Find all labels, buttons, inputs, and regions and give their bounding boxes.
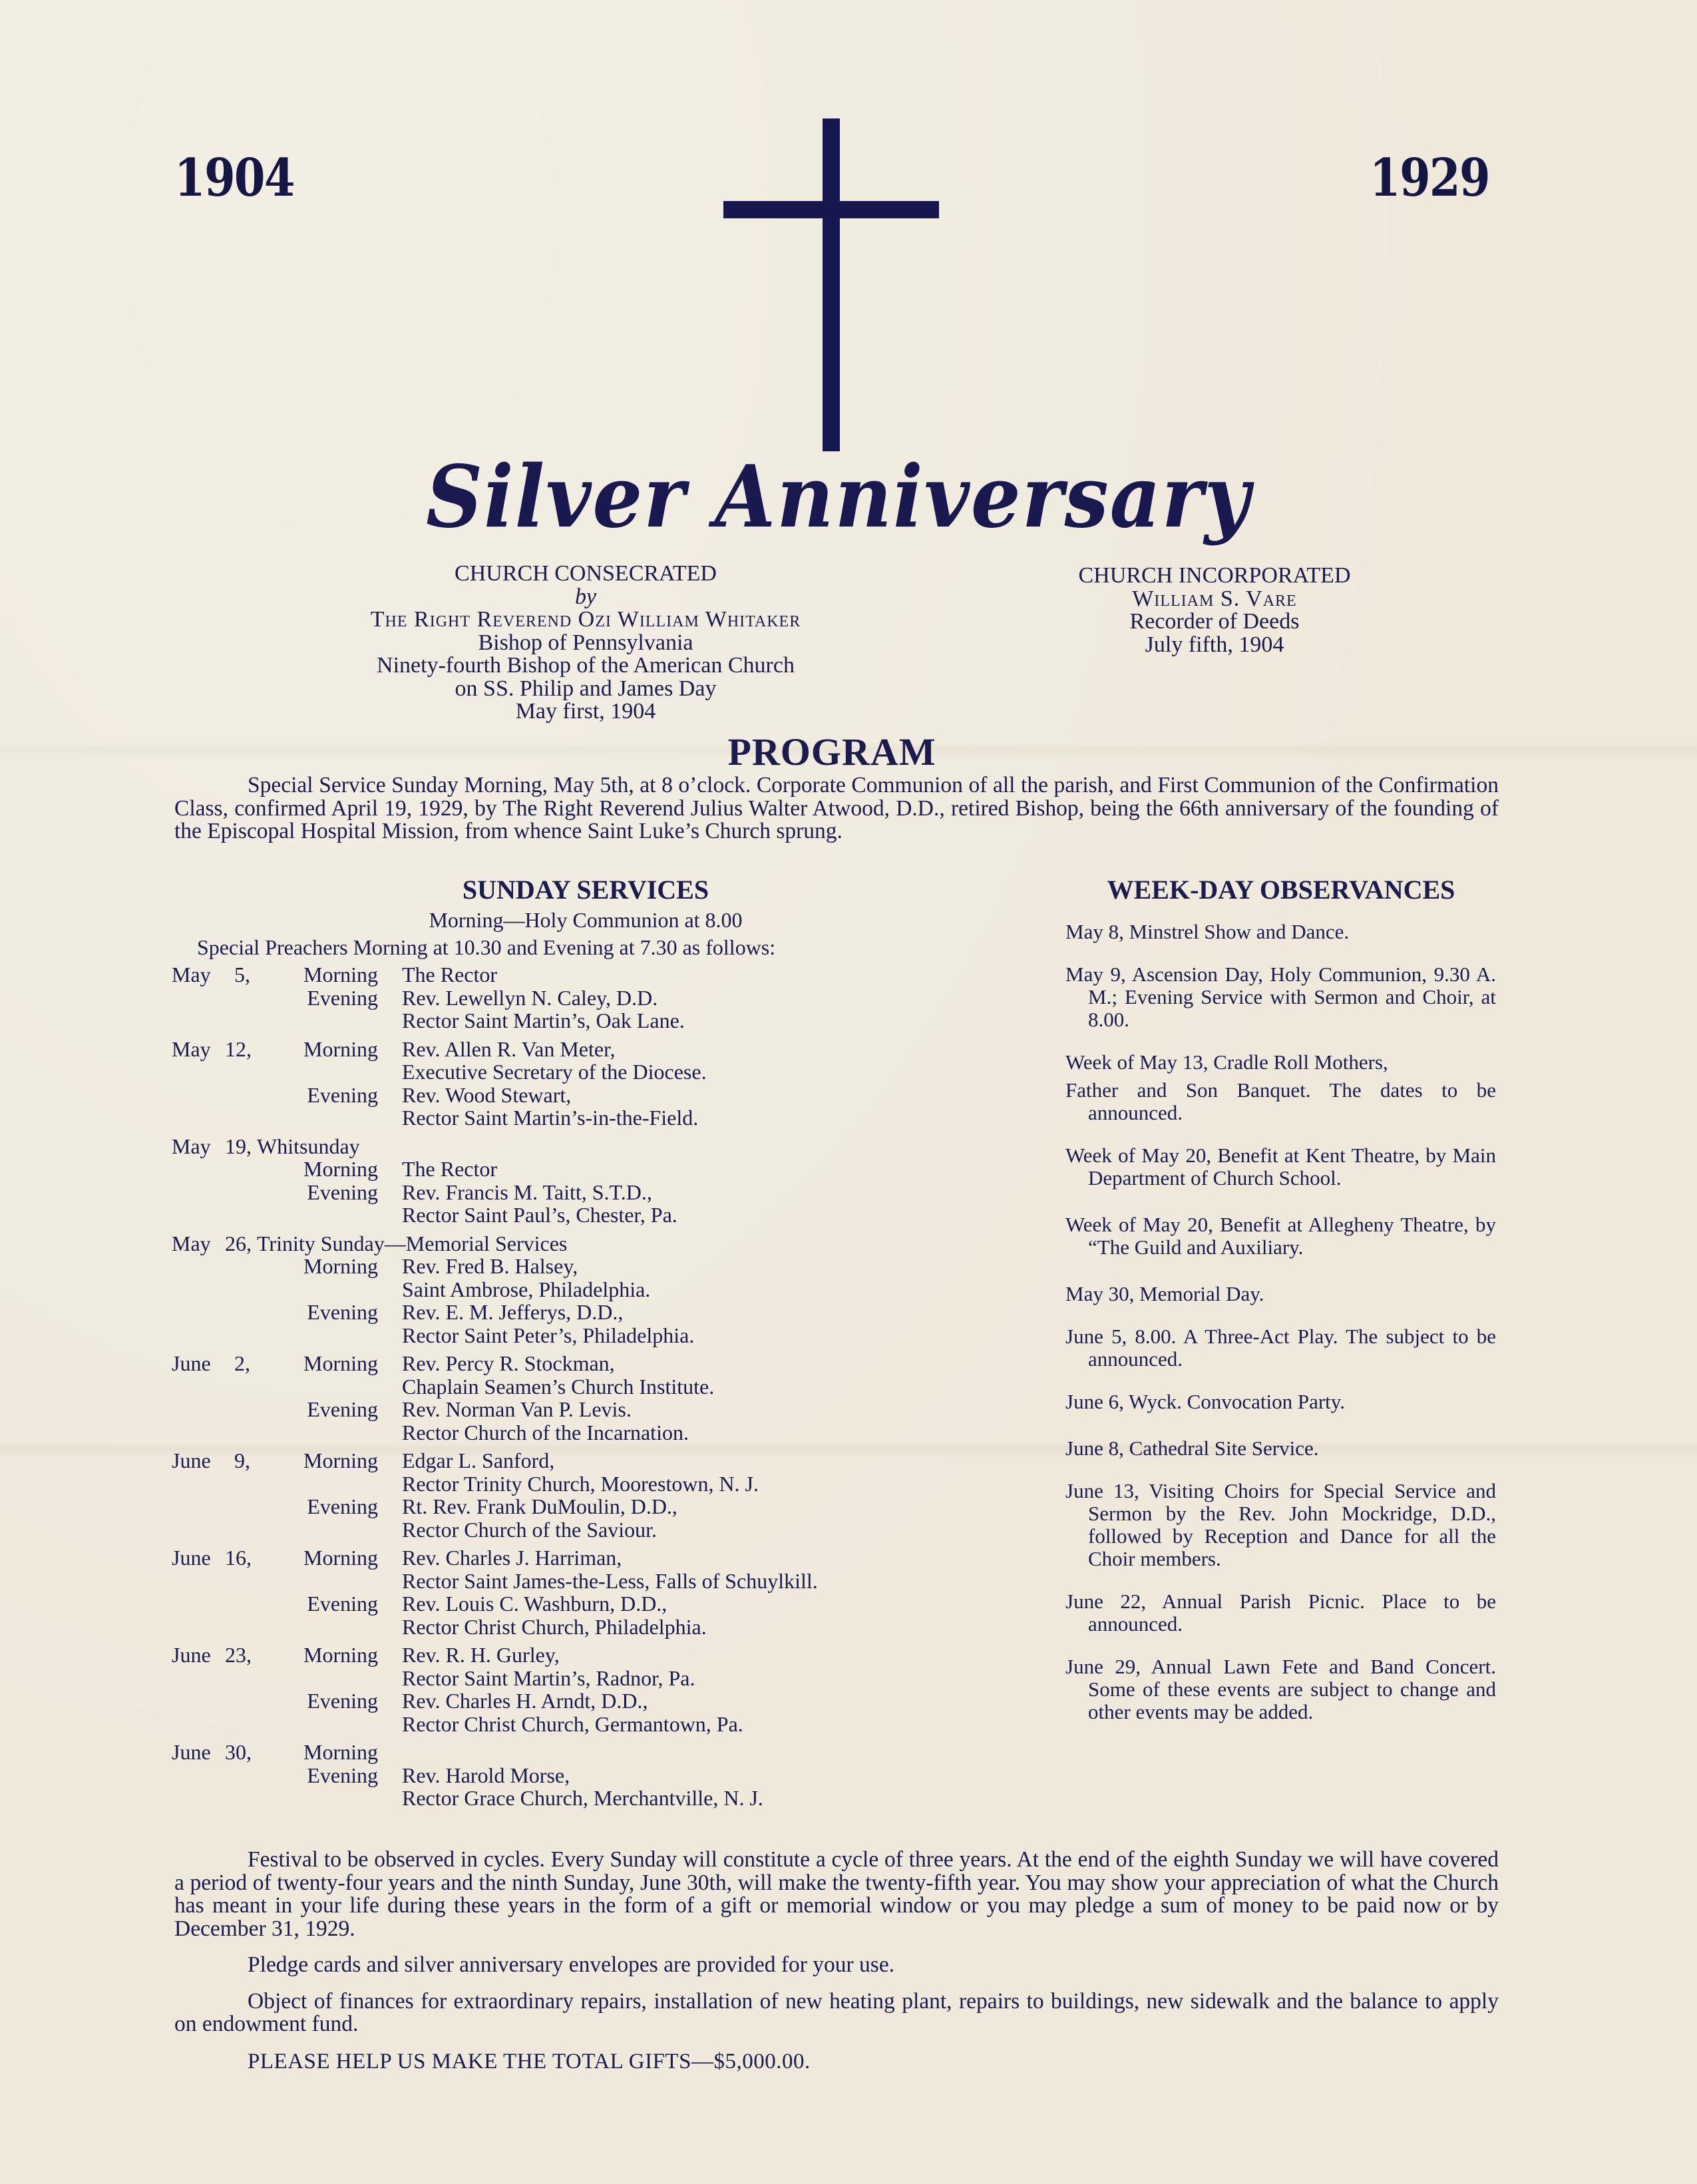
service-row bbox=[172, 1352, 970, 1375]
service-day: 30, bbox=[225, 1740, 252, 1764]
service-date-group bbox=[172, 1546, 970, 1638]
service-month: May bbox=[172, 1036, 211, 1061]
service-date-group bbox=[172, 1449, 970, 1541]
service-date-group bbox=[172, 1135, 970, 1227]
preacher-affiliation: Chaplain Seamen’s Church Institute. bbox=[402, 1374, 715, 1399]
observance-item: June 8, Cathedral Site Service. bbox=[1065, 1436, 1319, 1460]
preacher-name bbox=[402, 1741, 407, 1764]
service-row-continuation bbox=[172, 1375, 970, 1399]
service-row-continuation bbox=[172, 1009, 970, 1032]
service-date-group bbox=[172, 1038, 970, 1130]
observance-item: June 5, 8.00. A Three-Act Play. The subject to be announced. bbox=[1065, 1325, 1496, 1371]
service-row-continuation bbox=[172, 1060, 970, 1084]
service-time-slot: Evening bbox=[307, 1494, 378, 1518]
preacher-affiliation: Rector Christ Church, Germantown, Pa. bbox=[402, 1711, 743, 1736]
preacher-name: Rev. E. M. Jefferys, D.D., bbox=[402, 1300, 624, 1324]
service-date-group bbox=[172, 1741, 970, 1810]
preacher-affiliation: Rector Saint Paul’s, Chester, Pa. bbox=[402, 1203, 677, 1227]
service-time-slot: Morning bbox=[303, 1448, 378, 1472]
preacher-name: Rev. Percy R. Stockman, bbox=[402, 1351, 615, 1375]
sunday-services-subheading: Morning—Holy Communion at 8.00 bbox=[429, 908, 743, 932]
service-month: June bbox=[172, 1546, 211, 1570]
service-month: June bbox=[172, 1351, 211, 1375]
consecrated-bishop-name: The Right Reverend Ozi William Whitaker bbox=[370, 607, 801, 632]
observance-item: May 8, Minstrel Show and Dance. bbox=[1065, 920, 1350, 943]
weekday-observances-list bbox=[1065, 921, 1496, 1723]
service-month: June bbox=[172, 1740, 211, 1764]
consecrated-line: Ninety-fourth Bishop of the American Church bbox=[377, 653, 795, 678]
incorporated-block bbox=[1038, 564, 1391, 656]
service-time-slot: Evening bbox=[307, 1180, 378, 1204]
sunday-services-preachers-note: Special Preachers Morning at 10.30 and Evening at 7.30 as follows: bbox=[197, 935, 776, 959]
service-day: 5, bbox=[234, 963, 250, 986]
service-time-slot: Morning bbox=[303, 1740, 378, 1764]
total-gifts-appeal: PLEASE HELP US MAKE THE TOTAL GIFTS—$5,000.00. bbox=[248, 2049, 811, 2074]
preacher-affiliation: Rector Saint Martin’s, Oak Lane. bbox=[402, 1008, 685, 1032]
sunday-services-list bbox=[172, 963, 970, 1815]
service-row bbox=[172, 986, 970, 1010]
observance-item: Week of May 20, Benefit at Kent Theatre, by Main Department of Church School. bbox=[1065, 1144, 1496, 1190]
preacher-affiliation: Saint Ambrose, Philadelphia. bbox=[402, 1277, 651, 1301]
service-time-slot: Morning bbox=[303, 1157, 378, 1181]
service-row bbox=[172, 1643, 970, 1667]
service-date-group bbox=[172, 1643, 970, 1735]
observance-item: May 9, Ascension Day, Holy Communion, 9.30 A. M.; Evening Service with Sermon and Choir, at 8.00. bbox=[1065, 963, 1496, 1031]
cross-vertical-bar bbox=[823, 118, 840, 451]
service-time-slot: Morning bbox=[303, 963, 378, 986]
service-day: 16, bbox=[225, 1546, 252, 1570]
service-day-title: Trinity Sunday—Memorial Services bbox=[257, 1231, 568, 1255]
preacher-name: Rev. Charles J. Harriman, bbox=[402, 1546, 622, 1570]
service-row-continuation bbox=[172, 1472, 970, 1496]
sunday-services-heading: SUNDAY SERVICES bbox=[462, 875, 709, 905]
service-row bbox=[172, 1158, 970, 1181]
incorporated-name: William S. Vare bbox=[1132, 586, 1297, 611]
service-time-slot: Evening bbox=[307, 1592, 378, 1616]
incorporated-heading: CHURCH INCORPORATED bbox=[1078, 563, 1351, 588]
service-row bbox=[172, 1546, 970, 1570]
service-time-slot: Evening bbox=[307, 1763, 378, 1787]
service-time-slot: Morning bbox=[303, 1036, 378, 1061]
service-row bbox=[172, 1449, 970, 1472]
observance-item: June 29, Annual Lawn Fete and Band Concert. Some of these events are subject to change and other events may be added. bbox=[1065, 1655, 1496, 1723]
service-month: May bbox=[172, 963, 211, 986]
service-row bbox=[172, 1764, 970, 1787]
preacher-name: Rev. Louis C. Washburn, D.D., bbox=[402, 1592, 667, 1616]
preacher-name: Rev. Norman Van P. Levis. bbox=[402, 1397, 632, 1421]
consecrated-heading: CHURCH CONSECRATED bbox=[455, 561, 717, 586]
preacher-affiliation: Rector Church of the Incarnation. bbox=[402, 1420, 689, 1444]
service-row-continuation bbox=[172, 1787, 970, 1810]
preacher-affiliation: Executive Secretary of the Diocese. bbox=[402, 1060, 707, 1084]
observance-item: June 6, Wyck. Convocation Party. bbox=[1065, 1390, 1346, 1413]
service-row-continuation bbox=[172, 1518, 970, 1542]
observance-item: Week of May 20, Benefit at Allegheny Theatre, by “The Guild and Auxiliary. bbox=[1065, 1213, 1496, 1259]
observance-item: June 13, Visiting Choirs for Special Service and Sermon by the Rev. John Mockridge, D.D., followed by Reception and Dance for all the Choir members. bbox=[1065, 1479, 1496, 1570]
service-row bbox=[172, 1181, 970, 1204]
page-title: Silver Anniversary bbox=[426, 447, 1251, 547]
preacher-name: The Rector bbox=[402, 963, 498, 986]
service-month: May bbox=[172, 1231, 211, 1255]
preacher-name: Rev. Harold Morse, bbox=[402, 1763, 570, 1787]
footer bbox=[174, 1849, 1499, 2074]
consecrated-line: Bishop of Pennsylvania bbox=[478, 630, 693, 655]
service-time-slot: Evening bbox=[307, 1300, 378, 1324]
year-left: 1904 bbox=[174, 148, 294, 208]
service-time-slot: Evening bbox=[307, 1689, 378, 1713]
year-right: 1929 bbox=[1370, 148, 1489, 208]
service-day: 2, bbox=[234, 1351, 250, 1375]
service-row-continuation bbox=[172, 1278, 970, 1301]
service-row bbox=[172, 1398, 970, 1421]
service-month: May bbox=[172, 1134, 211, 1158]
program-intro: Special Service Sunday Morning, May 5th, at 8 o’clock. Corporate Communion of all the parish, and First Communion of the Confirmation Class, confirmed April 19, 1929, by The Right Reverend Julius Walter Atwood, D.D., retired Bishop, being the 66th anniversary of the founding of the Episcopal Hospital Mission, from whence Saint Luke’s Church sprung. bbox=[174, 773, 1499, 843]
service-month: June bbox=[172, 1448, 211, 1472]
preacher-name: Rt. Rev. Frank DuMoulin, D.D., bbox=[402, 1494, 677, 1518]
festival-paragraph: Festival to be observed in cycles. Every Sunday will constitute a cycle of three years. At the end of the eighth Sunday we will have covered a period of twenty-four years and the ninth Sunday, June 30th, will make the twenty-fifth year. You may show your appreciation of what the Church has meant in your life during these years in the form of a gift or memorial window or you may pledge a sum of money to be paid now or by December 31, 1929. bbox=[174, 1847, 1499, 1941]
service-row-continuation bbox=[172, 1106, 970, 1130]
observance-item: May 30, Memorial Day. bbox=[1065, 1282, 1264, 1305]
service-row-continuation bbox=[172, 1421, 970, 1444]
finances-paragraph: Object of finances for extraordinary repairs, installation of new heating plant, repairs to buildings, new sidewalk and the balance to apply on endowment fund. bbox=[174, 1988, 1499, 2036]
observance-item: June 22, Annual Parish Picnic. Place to be announced. bbox=[1065, 1590, 1496, 1636]
weekday-observances-heading: WEEK-DAY OBSERVANCES bbox=[1107, 875, 1455, 905]
preacher-affiliation: Rector Grace Church, Merchantville, N. J. bbox=[402, 1786, 763, 1810]
preacher-affiliation: Rector Saint Martin’s-in-the-Field. bbox=[402, 1106, 699, 1130]
service-row bbox=[172, 1038, 970, 1061]
service-day: 26, bbox=[225, 1231, 252, 1255]
service-row bbox=[172, 1741, 970, 1764]
incorporated-line: Recorder of Deeds bbox=[1129, 609, 1300, 634]
preacher-name: Rev. Francis M. Taitt, S.T.D., bbox=[402, 1180, 652, 1204]
service-time-slot: Morning bbox=[303, 1546, 378, 1570]
preacher-affiliation: Rector Saint Peter’s, Philadelphia. bbox=[402, 1323, 695, 1347]
service-day-title-row bbox=[172, 1232, 970, 1255]
preacher-affiliation: Rector Saint James-the-Less, Falls of Schuylkill. bbox=[402, 1568, 818, 1593]
service-row bbox=[172, 1592, 970, 1616]
service-date-group bbox=[172, 1232, 970, 1347]
consecrated-by: by bbox=[574, 584, 597, 609]
consecrated-date: May first, 1904 bbox=[515, 699, 656, 724]
service-row-continuation bbox=[172, 1570, 970, 1593]
observance-item: Week of May 13, Cradle Roll Mothers, bbox=[1065, 1050, 1388, 1074]
service-date-group bbox=[172, 1352, 970, 1444]
service-row bbox=[172, 963, 970, 986]
service-month: June bbox=[172, 1643, 211, 1667]
service-time-slot: Evening bbox=[307, 1397, 378, 1421]
service-row-continuation bbox=[172, 1203, 970, 1227]
service-day: 12, bbox=[225, 1036, 252, 1061]
service-time-slot: Evening bbox=[307, 985, 378, 1010]
service-day: 23, bbox=[225, 1643, 252, 1667]
preacher-name: Rev. Lewellyn N. Caley, D.D. bbox=[402, 985, 658, 1010]
preacher-name: Edgar L. Sanford, bbox=[402, 1448, 555, 1472]
service-row bbox=[172, 1084, 970, 1107]
service-row bbox=[172, 1689, 970, 1713]
service-row-continuation bbox=[172, 1616, 970, 1639]
service-date-group bbox=[172, 963, 970, 1032]
incorporated-date: July fifth, 1904 bbox=[1145, 632, 1284, 657]
preacher-name: The Rector bbox=[402, 1157, 498, 1181]
service-row bbox=[172, 1255, 970, 1278]
consecrated-line: on SS. Philip and James Day bbox=[455, 676, 717, 701]
service-time-slot: Evening bbox=[307, 1082, 378, 1107]
pledge-paragraph: Pledge cards and silver anniversary envelopes are provided for your use. bbox=[248, 1952, 895, 1977]
service-day: 9, bbox=[234, 1448, 250, 1472]
consecrated-block bbox=[280, 562, 892, 724]
service-row bbox=[172, 1301, 970, 1324]
preacher-name: Rev. Wood Stewart, bbox=[402, 1082, 572, 1107]
preacher-name: Rev. R. H. Gurley, bbox=[402, 1643, 560, 1667]
service-time-slot: Morning bbox=[303, 1643, 378, 1667]
preacher-affiliation: Rector Christ Church, Philadelphia. bbox=[402, 1614, 707, 1639]
observance-item: Father and Son Banquet. The dates to be announced. bbox=[1065, 1078, 1496, 1124]
service-day-title-row bbox=[172, 1135, 970, 1158]
service-day-title: Whitsunday bbox=[257, 1134, 360, 1158]
service-day: 19, bbox=[225, 1134, 252, 1158]
program-heading: PROGRAM bbox=[727, 730, 936, 773]
service-row-continuation bbox=[172, 1713, 970, 1736]
service-row bbox=[172, 1495, 970, 1518]
cross-horizontal-bar bbox=[723, 201, 939, 218]
service-time-slot: Morning bbox=[303, 1351, 378, 1375]
service-row-continuation bbox=[172, 1324, 970, 1347]
preacher-affiliation: Rector Trinity Church, Moorestown, N. J. bbox=[402, 1471, 759, 1496]
preacher-affiliation: Rector Church of the Saviour. bbox=[402, 1517, 658, 1542]
preacher-name: Rev. Fred B. Halsey, bbox=[402, 1254, 578, 1278]
service-time-slot: Morning bbox=[303, 1254, 378, 1278]
preacher-name: Rev. Allen R. Van Meter, bbox=[402, 1036, 616, 1061]
service-row-continuation bbox=[172, 1667, 970, 1690]
preacher-affiliation: Rector Saint Martin’s, Radnor, Pa. bbox=[402, 1665, 695, 1690]
preacher-name: Rev. Charles H. Arndt, D.D., bbox=[402, 1689, 648, 1713]
